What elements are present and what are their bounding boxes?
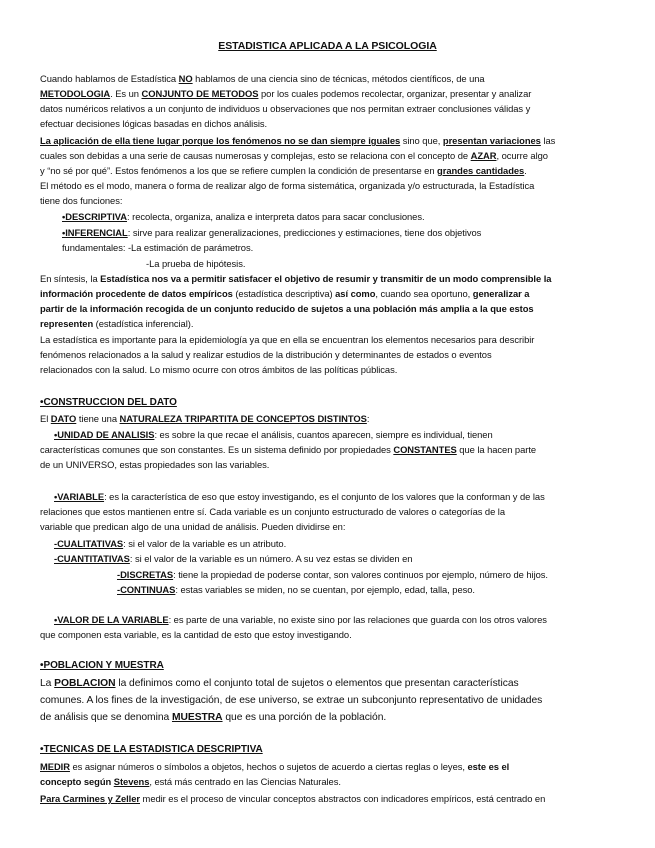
paragraph-line: La POBLACION la definimos como el conjunto total de sujetos o elementos que presentan características xyxy=(40,678,519,689)
paragraph-line: comunes. A los fines de la investigación, de ese universo, se extrae un subconjunto representativo de unidades xyxy=(40,695,543,706)
paragraph-line: concepto según Stevens, está más centrado en las Ciencias Naturales. xyxy=(40,776,341,787)
paragraph-line: que componen esta variable, es la cantidad de esto que estoy investigando. xyxy=(40,629,352,640)
paragraph-line: representen (estadística inferencial). xyxy=(40,318,194,329)
bullet-descriptiva: •DESCRIPTIVA: recolecta, organiza, analiza e interpreta datos para sacar conclusiones. xyxy=(62,211,425,222)
paragraph-line: -La prueba de hipótesis. xyxy=(146,258,246,269)
paragraph-line: METODOLOGIA. Es un CONJUNTO DE METODOS por los cuales podemos recolectar, organizar, presentar y analizar xyxy=(40,88,532,99)
paragraph-line: MEDIR es asignar números o símbolos a objetos, hechos o sujetos de acuerdo a ciertas reglas o leyes, este es el xyxy=(40,761,510,772)
bullet-continuas: -CONTINUAS: estas variables se miden, no se cuentan, por ejemplo, edad, talla, peso. xyxy=(117,584,475,595)
bullet-cuantitativas: -CUANTITATIVAS: si el valor de la variable es un número. A su vez estas se dividen en xyxy=(54,553,413,564)
paragraph-line: fenómenos relacionados a la salud y realizar estudios de la distribución y determinantes de estados o eventos xyxy=(40,349,492,360)
paragraph-line: En síntesis, la Estadística nos va a permitir satisfacer el objetivo de resumir y transmitir de un modo comprensible la xyxy=(40,273,552,284)
paragraph-line: La aplicación de ella tiene lugar porque los fenómenos no se dan siempre iguales sino que, presentan variaciones las xyxy=(40,135,556,146)
paragraph-line: La estadística es importante para la epidemiología ya que en ella se encuentran los elementos necesarios para describir xyxy=(40,334,535,345)
paragraph-line: partir de la información recogida de un conjunto reducido de sujetos a una población más amplia a la que estos xyxy=(40,303,534,314)
paragraph-line: información procedente de datos empíricos (estadística descriptiva) así como, cuando sea oportuno, generalizar a xyxy=(40,288,530,299)
page-title: ESTADISTICA APLICADA A LA PSICOLOGIA xyxy=(218,40,437,52)
paragraph-line: El DATO tiene una NATURALEZA TRIPARTITA DE CONCEPTOS DISTINTOS: xyxy=(40,413,370,424)
paragraph-line: efectuar decisiones lógicas basadas en dichos análisis. xyxy=(40,118,268,129)
paragraph-line: relacionados con la salud. Lo mismo ocurre con otros ámbitos de las políticas públicas. xyxy=(40,364,398,375)
bullet-valor-variable: •VALOR DE LA VARIABLE: es parte de una variable, no existe sino por las relaciones que guarda con los otros valores xyxy=(54,614,547,625)
paragraph-line: características comunes que son constantes. Es un sistema definido por propiedades CONSTANTES que la hacen parte xyxy=(40,444,537,455)
paragraph-line: y “no sé por qué”. Estos fenómenos a los que se refiere cumplen la condición de presentarse en grandes cantidades. xyxy=(40,165,527,176)
section-heading-tecnicas: •TECNICAS DE LA ESTADISTICA DESCRIPTIVA xyxy=(40,744,263,755)
paragraph-line: de un UNIVERSO, estas propiedades son las variables. xyxy=(40,459,270,470)
paragraph-line: cuales son debidas a una serie de causas numerosas y complejas, esto se relaciona con el concepto de AZAR, ocurre algo xyxy=(40,150,548,161)
paragraph-line: de análisis que se denomina MUESTRA que es una porción de la población. xyxy=(40,712,387,723)
bullet-variable: •VARIABLE: es la característica de eso que estoy investigando, es el conjunto de los valores que la conforman y de las xyxy=(54,491,545,502)
section-heading-poblacion: •POBLACION Y MUESTRA xyxy=(40,660,164,671)
paragraph-line: variable que predican algo de una unidad de análisis. Pueden dividirse en: xyxy=(40,521,346,532)
paragraph-line: El método es el modo, manera o forma de realizar algo de forma sistemática, organizada y/o estructurada, la Estadística xyxy=(40,180,535,191)
section-heading-construccion: •CONSTRUCCION DEL DATO xyxy=(40,397,177,408)
paragraph-line: relaciones que estos mantienen entre sí. Cada variable es un conjunto estructurado de valores o categorías de la xyxy=(40,506,506,517)
paragraph-line: Para Carmines y Zeller medir es el proceso de vincular conceptos abstractos con indicadores empíricos, está centrado en xyxy=(40,793,546,804)
bullet-cualitativas: -CUALITATIVAS: si el valor de la variable es un atributo. xyxy=(54,538,287,549)
bullet-unidad-analisis: •UNIDAD DE ANALISIS: es sobre la que recae el análisis, cuantos aparecen, siempre es individual, tienen xyxy=(54,429,493,440)
paragraph-line: Cuando hablamos de Estadística NO hablamos de una ciencia sino de técnicas, métodos científicos, de una xyxy=(40,73,485,84)
paragraph-line: datos numéricos relativos a un conjunto de individuos u observaciones que nos permitan extraer conclusiones válidas y xyxy=(40,103,531,114)
bullet-inferencial: •INFERENCIAL: sirve para realizar generalizaciones, predicciones y estimaciones, tiene dos objetivos xyxy=(62,227,482,238)
bullet-discretas: -DISCRETAS: tiene la propiedad de poderse contar, son valores continuos por ejemplo, número de hijos. xyxy=(117,569,548,580)
paragraph-line: fundamentales: -La estimación de parámetros. xyxy=(62,242,254,253)
paragraph-line: tiene dos funciones: xyxy=(40,195,123,206)
